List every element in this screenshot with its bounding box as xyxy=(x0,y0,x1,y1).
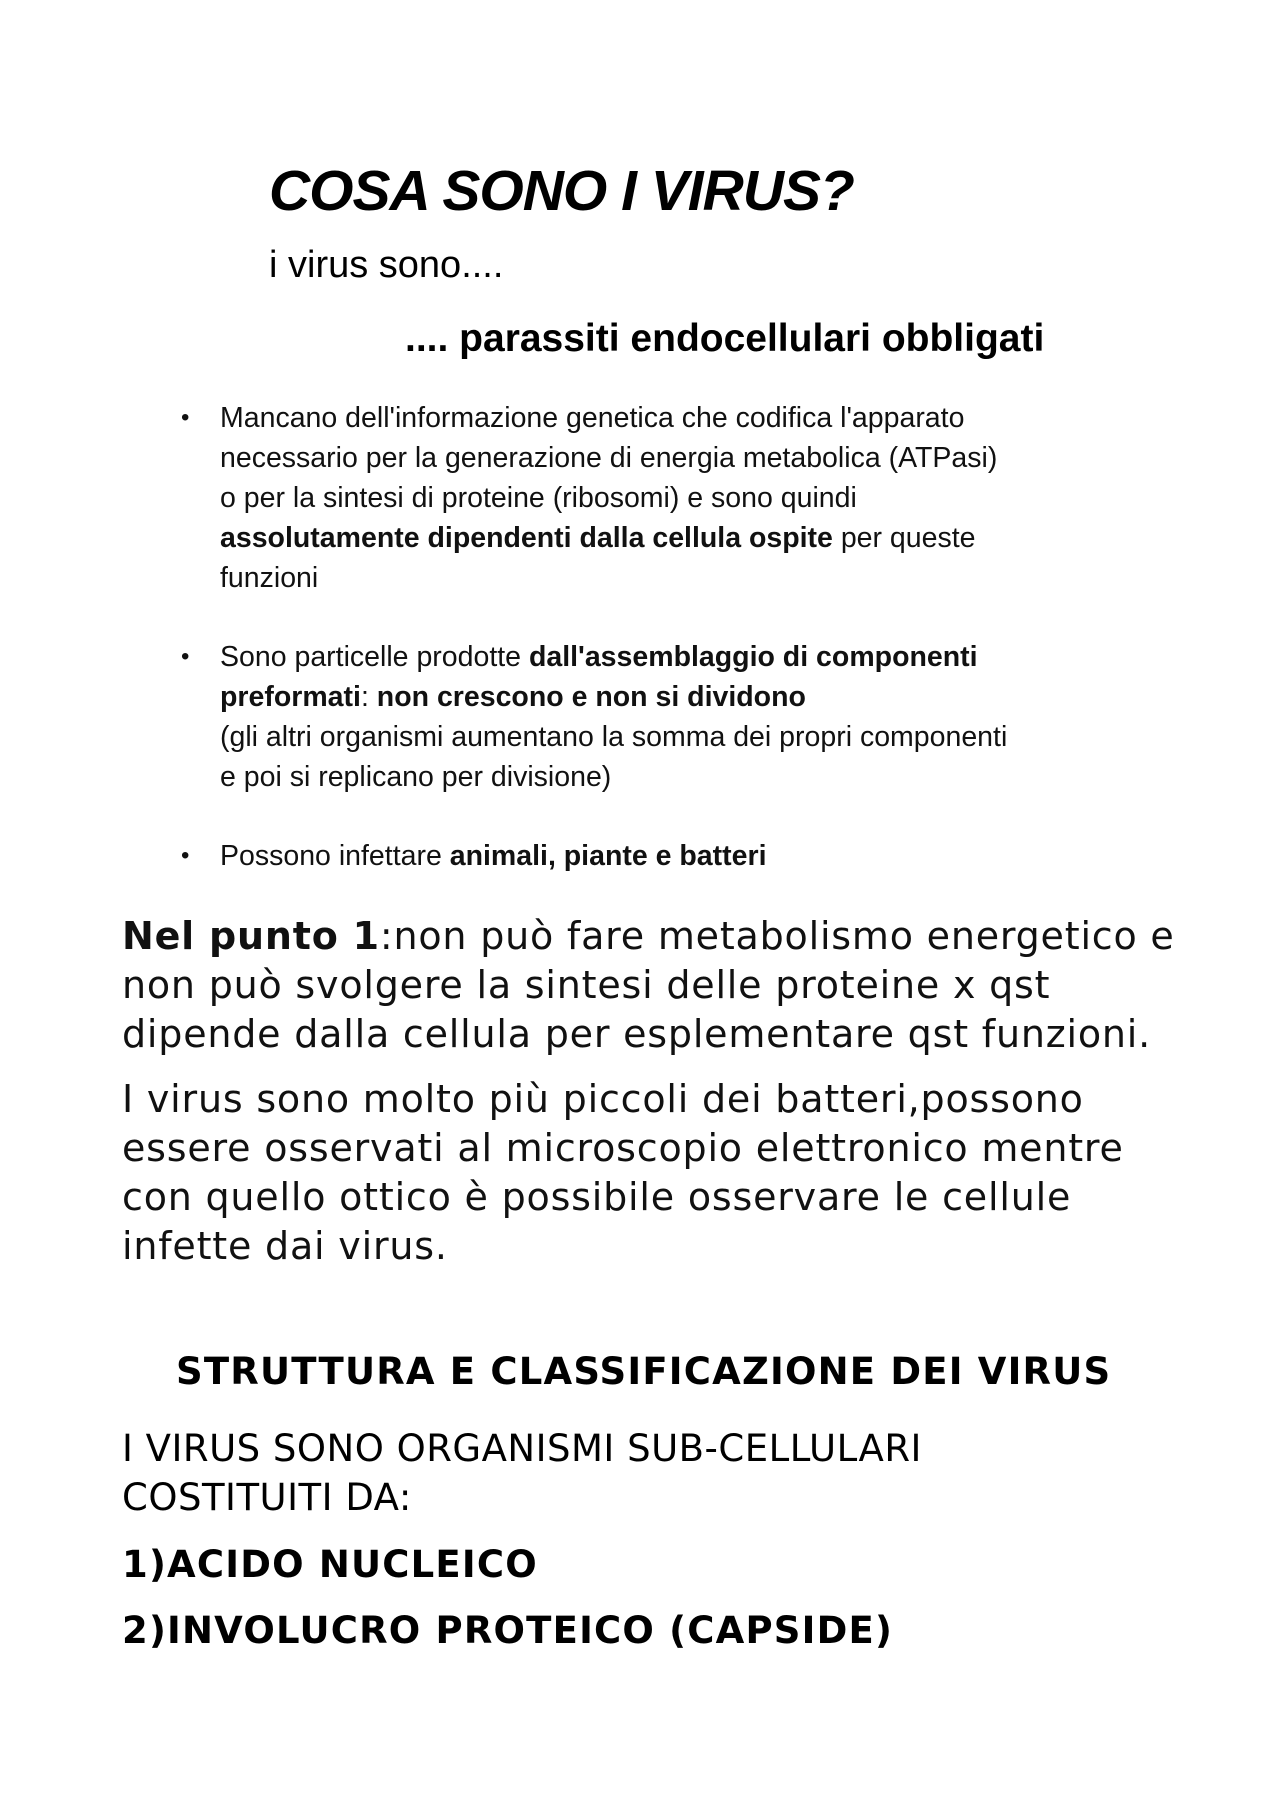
note-label: Nel punto 1 xyxy=(122,914,380,958)
slide-subtitle: i virus sono.... xyxy=(269,244,504,286)
bullet-text-part: : xyxy=(360,681,377,713)
slide-title: COSA SONO I VIRUS? xyxy=(269,159,854,223)
section-list xyxy=(122,1540,893,1655)
bullet-item xyxy=(170,398,1160,598)
bullet-item xyxy=(170,637,1160,797)
note-text: :non può fare metabolismo energetico e non può svolgere la sintesi delle proteine x qst dipende dalla cellula per esplementare qst funzioni. xyxy=(122,914,1175,1056)
bullet-text-part: Possono infettare xyxy=(220,840,450,872)
slide-image xyxy=(170,160,1160,880)
note-paragraph-2: I virus sono molto più piccoli dei batteri,possono essere osservati al microscopio elettronico mentre con quello ottico è possibile osservare le cellule infette dai virus. xyxy=(122,1077,1124,1268)
bullet-bold-part: assolutamente dipendenti dalla cellula ospite xyxy=(220,522,833,554)
list-item: 1)ACIDO NUCLEICO xyxy=(122,1543,538,1586)
bullet-text-part: Mancano dell'informazione genetica che codifica l'apparato necessario per la generazione di energia metabolica (ATPasi) o per la sintesi di proteine (ribosomi) e sono quindi xyxy=(220,402,998,514)
bullet-text xyxy=(220,398,1160,598)
bullet-dot-icon: • xyxy=(181,404,190,431)
bullet-bold-part: animali, piante e batteri xyxy=(449,840,767,872)
bullet-text xyxy=(220,836,1160,876)
bullet-bold-part: non crescono e non si dividono xyxy=(376,681,806,713)
bullet-bold-part: dall'assemblaggio di componenti preformati xyxy=(220,641,978,713)
bullet-dot-icon: • xyxy=(181,842,190,869)
note-paragraph-1 xyxy=(122,912,1202,1059)
notes-section xyxy=(122,912,1202,1271)
section-heading: STRUTTURA E CLASSIFICAZIONE DEI VIRUS xyxy=(176,1350,1112,1393)
section-intro: I VIRUS SONO ORGANISMI SUB-CELLULARI COSTITUITI DA: xyxy=(122,1427,922,1519)
bullet-dot-icon: • xyxy=(181,643,190,670)
list-item: 2)INVOLUCRO PROTEICO (CAPSIDE) xyxy=(122,1609,894,1652)
bullet-text-part: per queste funzioni xyxy=(220,522,976,594)
slide-tagline: .... parassiti endocellulari obbligati xyxy=(405,317,1045,360)
bullet-item xyxy=(170,836,1160,876)
bullet-text-part: Sono particelle prodotte xyxy=(220,641,529,673)
bullet-text xyxy=(220,637,1160,797)
slide-bullet-list xyxy=(170,398,1160,876)
bullet-text-part: (gli altri organismi aumentano la somma dei propri componenti e poi si replicano per divisione) xyxy=(220,721,1008,793)
